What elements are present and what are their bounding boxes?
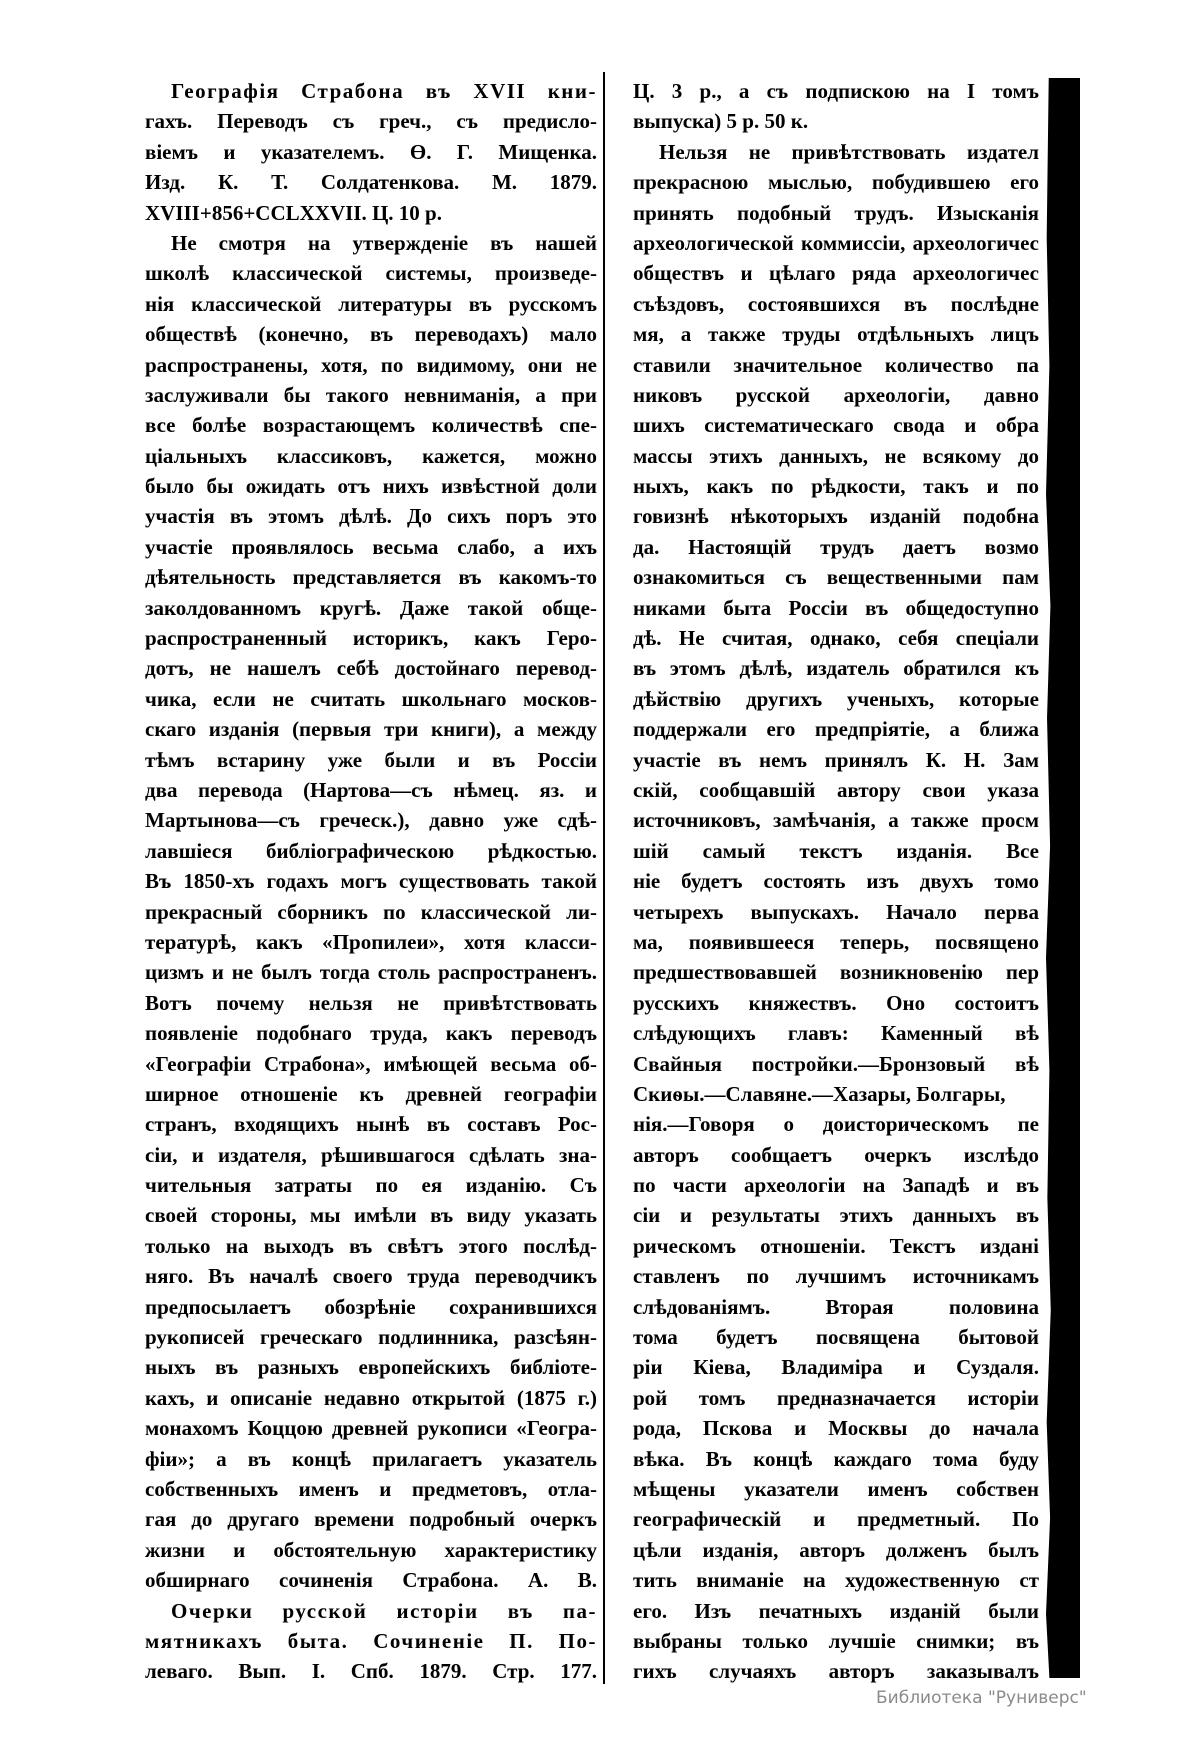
text-line: рой томъ предназначается исторіи	[633, 1385, 1039, 1410]
text-line: тературѣ, какъ «Пропилеи», хотя класси-	[145, 929, 597, 954]
text-line: сіи и результаты этихъ данныхъ въ	[633, 1203, 1039, 1228]
text-line: обширнаго сочиненія Страбона. А. В.	[145, 1568, 597, 1593]
text-line: заслуживали бы такого невниманія, а при	[145, 382, 597, 407]
library-watermark: Библиотека "Руниверс"	[876, 1688, 1087, 1708]
text-line: гахъ. Переводъ съ греч., съ предисло-	[145, 109, 597, 134]
text-line: дотъ, не нашелъ себѣ достойнаго перевод-	[145, 656, 597, 681]
text-line: участія въ этомъ дѣлѣ. До сихъ поръ это	[145, 504, 597, 529]
text-line: выбраны только лучшіе снимки; въ	[633, 1628, 1039, 1653]
text-line: русскихъ княжествъ. Оно состоитъ	[633, 990, 1039, 1015]
text-line: гихъ случаяхъ авторъ заказывалъ	[633, 1659, 1039, 1684]
text-line: было бы ожидать отъ нихъ извѣстной доли	[145, 474, 597, 499]
text-line: собственныхъ именъ и предметовъ, отла-	[145, 1476, 597, 1501]
text-line: ныхъ, какъ по рѣдкости, такъ и по	[633, 474, 1039, 499]
right-text-column	[633, 76, 1039, 1687]
text-line: рическомъ отношеніи. Текстъ издані	[633, 1233, 1039, 1258]
text-line: Не смотря на утвержденіе въ нашей	[171, 230, 597, 255]
text-line: дѣйствію другихъ ученыхъ, которые	[633, 686, 1039, 711]
text-line: обществѣ (конечно, въ переводахъ) мало	[145, 322, 597, 347]
text-line: Очерки русской исторіи въ па-	[171, 1598, 597, 1623]
text-line: гая до другаго времени подробный очеркъ	[145, 1507, 597, 1532]
text-line: мя, а также труды отдѣльныхъ лицъ	[633, 322, 1039, 347]
text-line: прекрасною мыслью, побудившею его	[633, 170, 1039, 195]
text-line: ширное отношеніе къ древней географіи	[145, 1081, 597, 1106]
text-line: обществъ и цѣлаго ряда археологичес	[633, 261, 1039, 286]
text-line: четырехъ выпускахъ. Начало перва	[633, 899, 1039, 924]
text-line: слѣдующихъ главъ: Каменный вѣ	[633, 1021, 1039, 1046]
text-line: Мартынова—съ греческ.), давно уже сдѣ-	[145, 808, 597, 833]
text-line: никовъ русской археологіи, давно	[633, 382, 1039, 407]
text-line: няго. Въ началѣ своего труда переводчикъ	[145, 1264, 597, 1289]
text-line: принять подобный трудъ. Изысканія	[633, 200, 1039, 225]
text-line: да. Настоящій трудъ даетъ возмо	[633, 534, 1039, 559]
text-line: сіи, и издателя, рѣшившагося сдѣлать зна-	[145, 1142, 597, 1167]
text-line: участіе въ немъ принялъ К. Н. Зам	[633, 747, 1039, 772]
text-line: лавшіеся библіографическою рѣдкостью.	[145, 838, 597, 863]
text-line: участіе проявлялось весьма слабо, а ихъ	[145, 534, 597, 559]
text-line: Нельзя не привѣтствовать издател	[659, 139, 1039, 164]
text-line: нія.—Говоря о доисторическомъ пе	[633, 1112, 1039, 1137]
text-line: XVIII+856+CCLXXVII. Ц. 10 р.	[145, 200, 442, 225]
text-line: прекрасный сборникъ по классической ли-	[145, 899, 597, 924]
text-line: рукописей греческаго подлинника, разсѣян-	[145, 1325, 597, 1350]
text-line: нія классической литературы въ русскомъ	[145, 291, 597, 316]
text-line: дѣятельность представляется въ какомъ-то	[145, 565, 597, 590]
text-line: леваго. Вып. I. Спб. 1879. Стр. 177.	[145, 1659, 597, 1684]
text-line: мятникахъ быта. Сочиненіе П. По-	[145, 1628, 597, 1653]
text-line: монахомъ Коццою древней рукописи «Геогра-	[145, 1416, 597, 1441]
text-line: кахъ, и описаніе недавно открытой (1875 г.)	[145, 1385, 597, 1410]
text-line: шій самый текстъ изданія. Все	[633, 838, 1039, 863]
text-line: чика, если не считать школьнаго москов-	[145, 686, 597, 711]
text-line: чительныя затраты по ея изданію. Съ	[145, 1173, 597, 1198]
text-line: дѣ. Не считая, однако, себя спеціали	[633, 626, 1039, 651]
text-line: Вотъ почему нельзя не привѣтствовать	[145, 990, 597, 1015]
left-text-column	[145, 76, 597, 1687]
text-line: жизни и обстоятельную характеристику	[145, 1537, 597, 1562]
text-line: цѣли изданія, авторъ долженъ былъ	[633, 1537, 1039, 1562]
text-line: источниковъ, замѣчанія, а также просм	[633, 808, 1039, 833]
text-line: все болѣе возрастающемъ количествѣ спе-	[145, 413, 597, 438]
text-line: ставили значительное количество па	[633, 352, 1039, 377]
text-line: скій, сообщавшій автору свои указа	[633, 777, 1039, 802]
text-line: Свайныя постройки.—Бронзовый вѣ	[633, 1051, 1039, 1076]
text-line: Въ 1850-хъ годахъ могъ существовать такой	[145, 869, 597, 894]
text-line: предшествовавшей возникновенію пер	[633, 960, 1039, 985]
text-line: Ц. 3 р., а съ подпискою на I томъ	[633, 79, 1039, 103]
text-line: появленіе подобнаго труда, какъ переводъ	[145, 1021, 597, 1046]
text-line: ныхъ въ разныхъ европейскихъ библіоте-	[145, 1355, 597, 1380]
text-line: археологической коммиссіи, археологичес	[633, 230, 1039, 255]
text-line: Географія Страбона въ XVII кни-	[171, 79, 597, 103]
text-line: географическій и предметный. По	[633, 1507, 1039, 1532]
text-line: Изд. К. Т. Солдатенкова. М. 1879.	[145, 170, 597, 195]
text-line: тома будетъ посвящена бытовой	[633, 1325, 1039, 1350]
text-line: никами быта Россіи въ общедоступно	[633, 595, 1039, 620]
text-line: скаго изданія (первыя три книги), а между	[145, 717, 597, 742]
text-line: мѣщены указатели именъ собствен	[633, 1476, 1039, 1501]
text-line: предпосылаетъ обозрѣніе сохранившихся	[145, 1294, 597, 1319]
text-line: шихъ систематическаго свода и обра	[633, 413, 1039, 438]
text-line: два перевода (Нартова—съ нѣмец. яз. и	[145, 777, 597, 802]
text-line: ніе будетъ состоять изъ двухъ томо	[633, 869, 1039, 894]
text-line: странъ, входящихъ нынѣ въ составъ Рос-	[145, 1112, 597, 1137]
text-line: віемъ и указателемъ. Ө. Г. Мищенка.	[145, 139, 597, 164]
text-line: распространены, хотя, по видимому, они не	[145, 352, 597, 377]
text-line: только на выходъ въ свѣтъ этого послѣд-	[145, 1233, 597, 1258]
text-line: говизнѣ нѣкоторыхъ изданій подобна	[633, 504, 1039, 529]
text-line: съѣздовъ, состоявшихся въ послѣдне	[633, 291, 1039, 316]
scan-edge-shadow	[1046, 78, 1080, 1678]
text-line: выпуска) 5 р. 50 к.	[633, 109, 809, 134]
text-line: ціальныхъ классиковъ, кажется, можно	[145, 443, 597, 468]
text-line: авторъ сообщаетъ очеркъ изслѣдо	[633, 1142, 1039, 1167]
text-line: цизмъ и не былъ тогда столь распространенъ.	[145, 960, 597, 985]
text-line: ріи Кіева, Владиміра и Суздаля.	[633, 1355, 1039, 1380]
text-line: его. Изъ печатныхъ изданій были	[633, 1598, 1039, 1623]
text-line: ознакомиться съ вещественными пам	[633, 565, 1039, 590]
text-line: вѣка. Въ концѣ каждаго тома буду	[633, 1446, 1039, 1471]
text-line: массы этихъ данныхъ, не всякому до	[633, 443, 1039, 468]
text-line: «Географіи Страбона», имѣющей весьма об-	[145, 1051, 597, 1076]
text-line: своей стороны, мы имѣли въ виду указать	[145, 1203, 597, 1228]
text-line: ма, появившееся теперь, посвящено	[633, 929, 1039, 954]
text-line: поддержали его предпріятіе, а ближа	[633, 717, 1039, 742]
text-line: Скиѳы.—Славяне.—Хазары, Болгары,	[633, 1081, 1006, 1106]
text-line: заколдованномъ кругѣ. Даже такой обще-	[145, 595, 597, 620]
text-line: тить вниманіе на художественную ст	[633, 1568, 1039, 1593]
text-line: слѣдованіямъ. Вторая половина	[633, 1294, 1039, 1319]
text-line: тѣмъ встарину уже были и въ Россіи	[145, 747, 597, 772]
text-line: въ этомъ дѣлѣ, издатель обратился къ	[633, 656, 1039, 681]
text-line: по части археологіи на Западѣ и въ	[633, 1173, 1039, 1198]
column-divider	[603, 72, 605, 1684]
text-line: школѣ классической системы, произведе-	[145, 261, 597, 286]
text-line: рода, Пскова и Москвы до начала	[633, 1416, 1039, 1441]
text-line: распространенный историкъ, какъ Геро-	[145, 626, 597, 651]
text-line: фіи»; а въ концѣ прилагаетъ указатель	[145, 1446, 597, 1471]
text-line: ставленъ по лучшимъ источникамъ	[633, 1264, 1039, 1289]
